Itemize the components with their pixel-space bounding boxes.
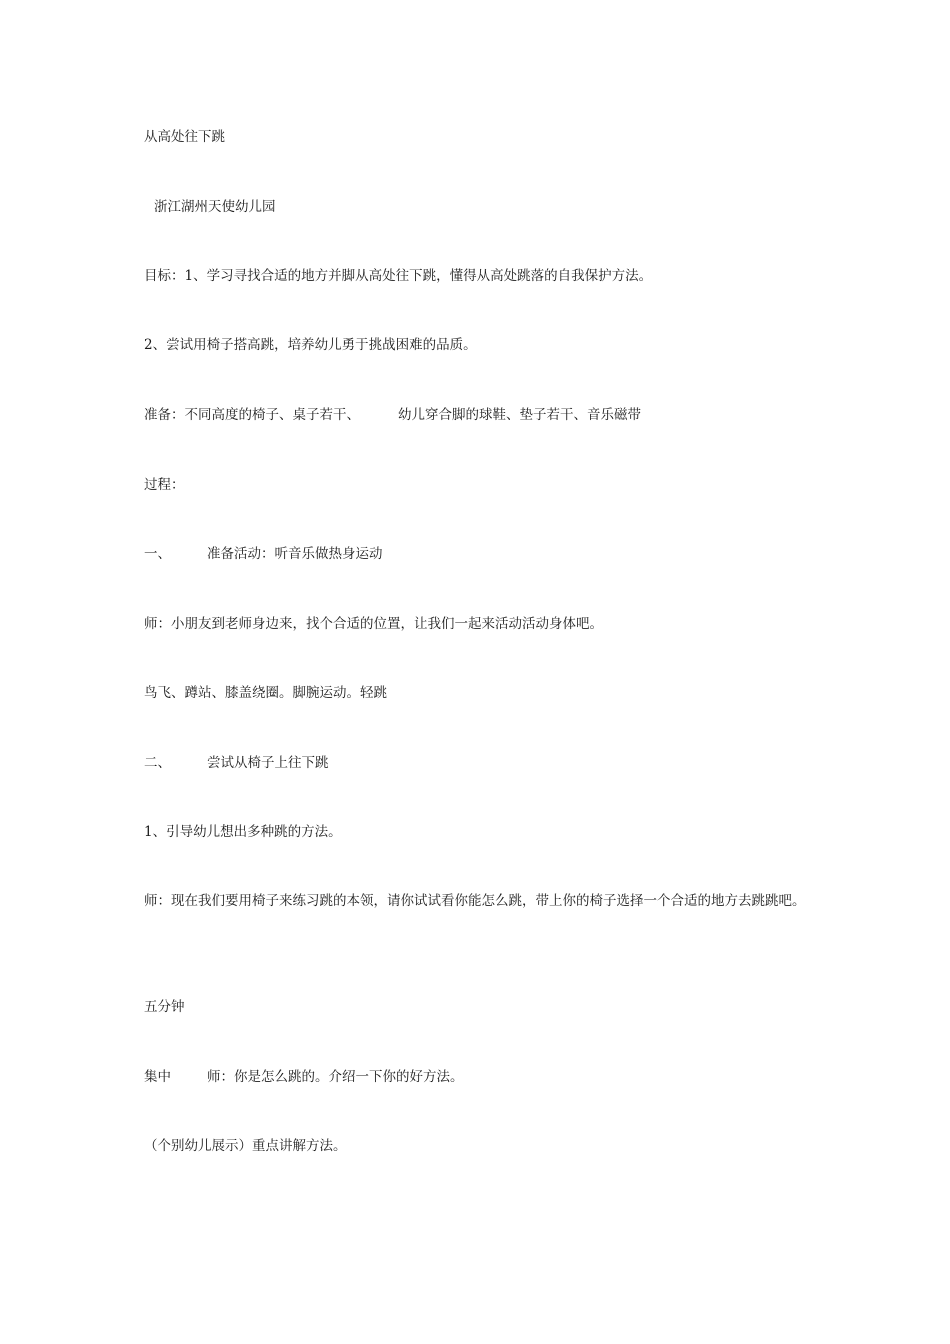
goal-line-2: 2、尝试用椅子搭高跳，培养幼儿勇于挑战困难的品质。 xyxy=(144,337,477,353)
teacher-line-1: 师：小朋友到老师身边来，找个合适的位置，让我们一起来活动活动身体吧。 xyxy=(144,616,603,632)
gather-text: 师：你是怎么跳的。介绍一下你的好方法。 xyxy=(207,1069,464,1085)
step-2-number: 二、 xyxy=(144,755,171,771)
preparation-line xyxy=(144,405,641,425)
step-1-text: 准备活动：听音乐做热身运动 xyxy=(207,546,383,562)
teacher-line-2: 师：现在我们要用椅子来练习跳的本领，请你试试看你能怎么跳，带上你的椅子选择一个合适的地方去跳跳吧。 xyxy=(144,893,806,909)
goal-line-1: 目标：1、学习寻找合适的地方并脚从高处往下跳，懂得从高处跳落的自我保护方法。 xyxy=(144,268,653,284)
doc-title: 从高处往下跳 xyxy=(144,129,225,145)
process-heading: 过程： xyxy=(144,477,185,493)
step-1-heading xyxy=(144,544,383,564)
moves-line: 鸟飞、蹲站、膝盖绕圈。脚腕运动。轻跳 xyxy=(144,685,387,701)
step-2-text: 尝试从椅子上往下跳 xyxy=(207,755,329,771)
prep-part-a: 准备：不同高度的椅子、桌子若干、 xyxy=(144,407,360,423)
sub-step-1: 1、引导幼儿想出多种跳的方法。 xyxy=(144,824,342,840)
step-1-number: 一、 xyxy=(144,546,171,562)
author-text: 浙江湖州天使幼儿园 xyxy=(154,199,276,215)
five-minutes: 五分钟 xyxy=(144,999,185,1015)
gather-label: 集中 xyxy=(144,1069,171,1085)
demo-line: （个别幼儿展示）重点讲解方法。 xyxy=(144,1138,347,1154)
step-2-heading xyxy=(144,753,329,773)
doc-author xyxy=(144,197,276,217)
gather-line xyxy=(144,1067,464,1087)
prep-part-b: 幼儿穿合脚的球鞋、垫子若干、音乐磁带 xyxy=(398,407,641,423)
